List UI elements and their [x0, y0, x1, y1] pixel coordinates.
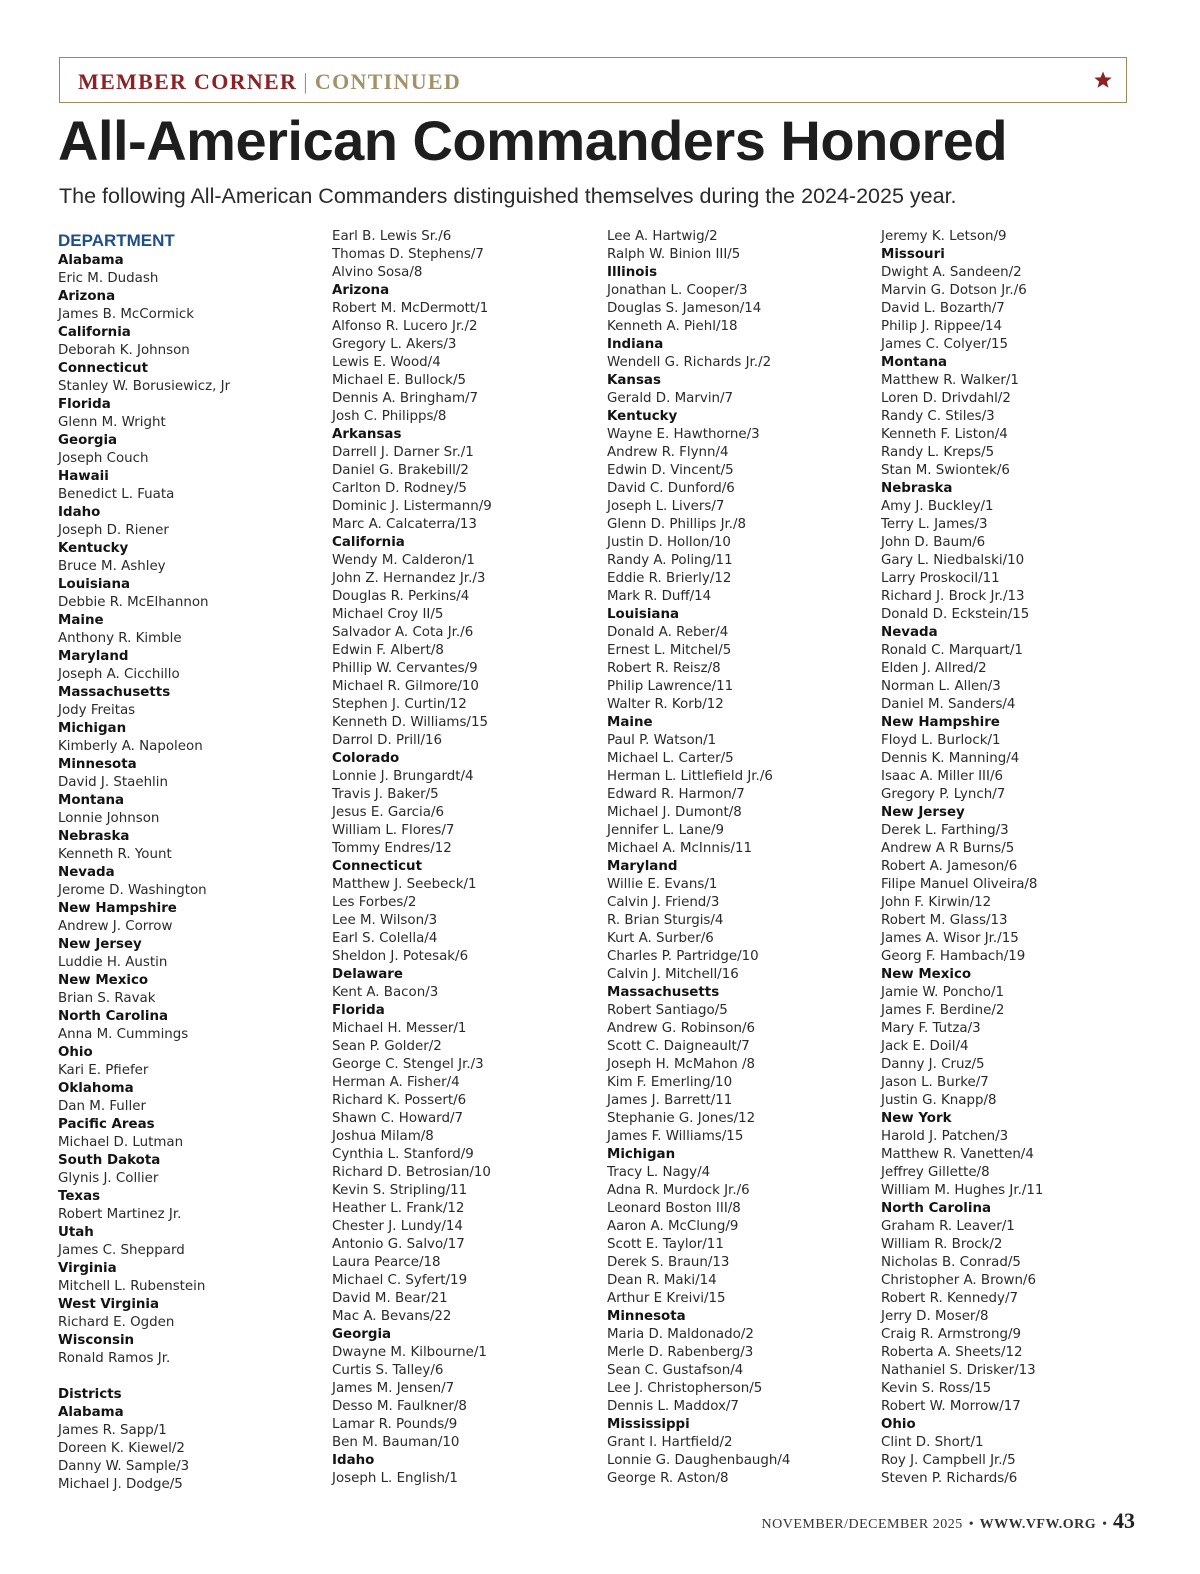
honoree-name: James C. Sheppard [58, 1243, 185, 1258]
honoree-name: Edward R. Harmon/7 [607, 787, 745, 802]
honoree-name: Ronald C. Marquart/1 [881, 643, 1023, 658]
honoree-name: Amy J. Buckley/1 [881, 499, 994, 514]
honoree-name: Kevin S. Stripling/11 [332, 1183, 468, 1198]
state-heading: Connecticut [58, 361, 148, 376]
honoree-name: Kenneth D. Williams/15 [332, 715, 488, 730]
state-heading: Arizona [58, 289, 116, 304]
honoree-name: Dwayne M. Kilbourne/1 [332, 1345, 487, 1360]
honoree-name: Heather L. Frank/12 [332, 1201, 465, 1216]
honoree-name: Charles P. Partridge/10 [607, 949, 759, 964]
honoree-name: Jennifer L. Lane/9 [607, 823, 724, 838]
honoree-name: Ernest L. Mitchel/5 [607, 643, 732, 658]
honoree-name: Michael A. McInnis/11 [607, 841, 753, 856]
honoree-name: Michael R. Gilmore/10 [332, 679, 479, 694]
honoree-name: Bruce M. Ashley [58, 559, 166, 574]
honoree-name: Matthew J. Seebeck/1 [332, 877, 477, 892]
honoree-name: Edwin D. Vincent/5 [607, 463, 734, 478]
honoree-name: Dwight A. Sandeen/2 [881, 265, 1022, 280]
state-heading: Georgia [332, 1327, 392, 1342]
honoree-name: Mary F. Tutza/3 [881, 1021, 981, 1036]
honoree-name: Darrell J. Darner Sr./1 [332, 445, 474, 460]
honoree-name: Sheldon J. Potesak/6 [332, 949, 469, 964]
honoree-name: Terry L. James/3 [881, 517, 988, 532]
state-heading: Michigan [607, 1147, 676, 1162]
honoree-name: Alfonso R. Lucero Jr./2 [332, 319, 478, 334]
state-heading: Pacific Areas [58, 1117, 155, 1132]
state-heading: Missouri [881, 247, 945, 262]
state-heading: Delaware [332, 967, 403, 982]
honoree-name: Robert A. Jameson/6 [881, 859, 1018, 874]
state-heading: Idaho [58, 505, 101, 520]
honoree-name: Dominic J. Listermann/9 [332, 499, 492, 514]
honoree-name: James B. McCormick [58, 307, 194, 322]
section-name: MEMBER CORNER [78, 69, 298, 94]
honoree-name: Dean R. Maki/14 [607, 1273, 717, 1288]
honoree-name: Kevin S. Ross/15 [881, 1381, 992, 1396]
honoree-name: Matthew R. Walker/1 [881, 373, 1019, 388]
honoree-name: Joseph L. Livers/7 [607, 499, 725, 514]
state-heading: Illinois [607, 265, 658, 280]
honoree-name: Carlton D. Rodney/5 [332, 481, 467, 496]
honoree-name: Stephanie G. Jones/12 [607, 1111, 756, 1126]
honoree-name: Richard K. Possert/6 [332, 1093, 467, 1108]
honoree-name: Jason L. Burke/7 [881, 1075, 989, 1090]
honoree-name: Herman A. Fisher/4 [332, 1075, 460, 1090]
state-heading: Louisiana [58, 577, 131, 592]
honoree-name: James M. Jensen/7 [332, 1381, 455, 1396]
state-heading: North Carolina [881, 1201, 992, 1216]
state-heading: Florida [58, 397, 111, 412]
honoree-name: James F. Williams/15 [607, 1129, 744, 1144]
honoree-name: Michael L. Carter/5 [607, 751, 734, 766]
honoree-name: James R. Sapp/1 [58, 1423, 167, 1438]
honoree-name: Kenneth A. Piehl/18 [607, 319, 738, 334]
honoree-name: Stanley W. Borusiewicz, Jr [58, 379, 231, 394]
honoree-name: Loren D. Drivdahl/2 [881, 391, 1011, 406]
honoree-name: Nathaniel S. Drisker/13 [881, 1363, 1036, 1378]
honoree-name: George R. Aston/8 [607, 1471, 729, 1486]
state-heading: Mississippi [607, 1417, 690, 1432]
state-heading: Massachusetts [607, 985, 720, 1000]
honoree-name: Derek S. Braun/13 [607, 1255, 730, 1270]
honoree-name: Randy C. Stiles/3 [881, 409, 995, 424]
honoree-name: Douglas S. Jameson/14 [607, 301, 762, 316]
continued-label: CONTINUED [314, 69, 462, 94]
honoree-name: Arthur E Kreivi/15 [607, 1291, 726, 1306]
honoree-name: Philip Lawrence/11 [607, 679, 734, 694]
state-heading: Connecticut [332, 859, 422, 874]
honoree-name: Michael Croy II/5 [332, 607, 444, 622]
honoree-name: Gary L. Niedbalski/10 [881, 553, 1025, 568]
honoree-name: Kim F. Emerling/10 [607, 1075, 733, 1090]
honoree-name: Randy L. Kreps/5 [881, 445, 995, 460]
state-heading: New Jersey [881, 805, 965, 820]
honoree-name: Kurt A. Surber/6 [607, 931, 714, 946]
footer-bullet: • [968, 1517, 974, 1532]
honoree-name: Joseph A. Cicchillo [58, 667, 180, 682]
honoree-name: Maria D. Maldonado/2 [607, 1327, 754, 1342]
honoree-name: Cynthia L. Stanford/9 [332, 1147, 474, 1162]
state-heading: Florida [332, 1003, 385, 1018]
honoree-name: Adna R. Murdock Jr./6 [607, 1183, 750, 1198]
honoree-name: Curtis S. Talley/6 [332, 1363, 444, 1378]
honoree-name: Jerome D. Washington [58, 883, 207, 898]
honoree-name: Tracy L. Nagy/4 [607, 1165, 711, 1180]
state-heading: West Virginia [58, 1297, 160, 1312]
honoree-name: Gregory P. Lynch/7 [881, 787, 1006, 802]
honoree-name: Robert Santiago/5 [607, 1003, 728, 1018]
honoree-name: Robert M. Glass/13 [881, 913, 1008, 928]
honoree-name: Lee M. Wilson/3 [332, 913, 438, 928]
honoree-name: Harold J. Patchen/3 [881, 1129, 1009, 1144]
state-heading: Virginia [58, 1261, 117, 1276]
honoree-name: Douglas R. Perkins/4 [332, 589, 470, 604]
state-heading: New Hampshire [58, 901, 177, 916]
honoree-name: Walter R. Korb/12 [607, 697, 724, 712]
honoree-name: Justin D. Hollon/10 [607, 535, 731, 550]
honoree-name: Mitchell L. Rubenstein [58, 1279, 206, 1294]
honoree-name: James A. Wisor Jr./15 [881, 931, 1019, 946]
honoree-name: Nicholas B. Conrad/5 [881, 1255, 1021, 1270]
honoree-name: William L. Flores/7 [332, 823, 455, 838]
honoree-name: R. Brian Sturgis/4 [607, 913, 724, 928]
honoree-name: Danny W. Sample/3 [58, 1459, 190, 1474]
honoree-name: John D. Baum/6 [881, 535, 986, 550]
honoree-name: Sean P. Golder/2 [332, 1039, 442, 1054]
honoree-name: Larry Proskocil/11 [881, 571, 1000, 586]
honoree-name: Calvin J. Friend/3 [607, 895, 720, 910]
state-heading: Nevada [58, 865, 115, 880]
honoree-name: Joseph D. Riener [58, 523, 169, 538]
honoree-name: David L. Bozarth/7 [881, 301, 1005, 316]
honoree-name: Joseph L. English/1 [332, 1471, 458, 1486]
honoree-name: Marc A. Calcaterra/13 [332, 517, 477, 532]
honoree-name: Daniel M. Sanders/4 [881, 697, 1016, 712]
honoree-name: Kenneth R. Yount [58, 847, 172, 862]
honoree-name: Lonnie Johnson [58, 811, 160, 826]
honoree-name: Laura Pearce/18 [332, 1255, 441, 1270]
honoree-column-1 [58, 230, 323, 1494]
honoree-name: Christopher A. Brown/6 [881, 1273, 1036, 1288]
honoree-name: Benedict L. Fuata [58, 487, 175, 502]
honoree-name: John F. Kirwin/12 [881, 895, 992, 910]
honoree-name: Phillip W. Cervantes/9 [332, 661, 478, 676]
honoree-name: Alvino Sosa/8 [332, 265, 423, 280]
honoree-name: Gerald D. Marvin/7 [607, 391, 734, 406]
honoree-name: David M. Bear/21 [332, 1291, 448, 1306]
state-heading: North Carolina [58, 1009, 169, 1024]
state-heading: Nebraska [58, 829, 130, 844]
honoree-name: Glenn M. Wright [58, 415, 166, 430]
honoree-name: Chester J. Lundy/14 [332, 1219, 463, 1234]
honoree-name: James F. Berdine/2 [881, 1003, 1005, 1018]
honoree-name: Dennis L. Maddox/7 [607, 1399, 739, 1414]
honoree-name: Robert R. Kennedy/7 [881, 1291, 1019, 1306]
honoree-name: Stephen J. Curtin/12 [332, 697, 467, 712]
honoree-name: James J. Barrett/11 [607, 1093, 733, 1108]
intro-text: The following All-American Commanders distinguished themselves during the 2024-2025 year. [59, 184, 957, 208]
honoree-name: Glenn D. Phillips Jr./8 [607, 517, 747, 532]
honoree-name: Leonard Boston III/8 [607, 1201, 741, 1216]
spacer [58, 1368, 323, 1386]
honoree-name: Michael E. Bullock/5 [332, 373, 466, 388]
state-heading: Maryland [607, 859, 678, 874]
honoree-name: Stan M. Swiontek/6 [881, 463, 1010, 478]
state-heading: California [58, 325, 131, 340]
honoree-name: Herman L. Littlefield Jr./6 [607, 769, 773, 784]
honoree-name: Lewis E. Wood/4 [332, 355, 441, 370]
honoree-name: Anna M. Cummings [58, 1027, 189, 1042]
state-heading: Maryland [58, 649, 129, 664]
honoree-name: Shawn C. Howard/7 [332, 1111, 463, 1126]
honoree-name: Thomas D. Stephens/7 [332, 247, 484, 262]
honoree-name: Andrew A R Burns/5 [881, 841, 1015, 856]
honoree-name: Jody Freitas [58, 703, 136, 718]
honoree-name: Michael D. Lutman [58, 1135, 184, 1150]
state-heading: Ohio [881, 1417, 916, 1432]
honoree-name: Jesus E. Garcia/6 [332, 805, 444, 820]
honoree-name: Randy A. Poling/11 [607, 553, 733, 568]
department-heading: DEPARTMENT [58, 231, 175, 250]
state-heading: Arkansas [332, 427, 402, 442]
honoree-name: Scott C. Daigneault/7 [607, 1039, 750, 1054]
state-heading: Massachusetts [58, 685, 171, 700]
honoree-name: Georg F. Hambach/19 [881, 949, 1026, 964]
honoree-name: Grant I. Hartfield/2 [607, 1435, 733, 1450]
honoree-name: Edwin F. Albert/8 [332, 643, 444, 658]
honoree-name: Danny J. Cruz/5 [881, 1057, 985, 1072]
honoree-name: Brian S. Ravak [58, 991, 156, 1006]
honoree-name: Scott E. Taylor/11 [607, 1237, 724, 1252]
honoree-name: Lonnie J. Brungardt/4 [332, 769, 474, 784]
honoree-name: Robert Martinez Jr. [58, 1207, 182, 1222]
honoree-name: Ben M. Bauman/10 [332, 1435, 460, 1450]
honoree-name: Ronald Ramos Jr. [58, 1351, 171, 1366]
honoree-name: James C. Colyer/15 [881, 337, 1009, 352]
state-heading: Minnesota [58, 757, 137, 772]
honoree-name: Les Forbes/2 [332, 895, 417, 910]
honoree-name: Robert R. Reisz/8 [607, 661, 721, 676]
honoree-name: Justin G. Knapp/8 [881, 1093, 997, 1108]
honoree-name: Merle D. Rabenberg/3 [607, 1345, 754, 1360]
honoree-name: Earl S. Colella/4 [332, 931, 438, 946]
honoree-name: Joshua Milam/8 [332, 1129, 434, 1144]
footer-bullet: • [1102, 1517, 1107, 1532]
honoree-name: Andrew G. Robinson/6 [607, 1021, 755, 1036]
honoree-name: Lee A. Hartwig/2 [607, 229, 718, 244]
honoree-name: Dan M. Fuller [58, 1099, 146, 1114]
state-heading: Georgia [58, 433, 118, 448]
honoree-name: William R. Brock/2 [881, 1237, 1003, 1252]
honoree-name: Jonathan L. Cooper/3 [607, 283, 748, 298]
state-heading: Maine [58, 613, 104, 628]
honoree-name: Michael J. Dodge/5 [58, 1477, 183, 1492]
honoree-name: Debbie R. McElhannon [58, 595, 209, 610]
honoree-name: Derek L. Farthing/3 [881, 823, 1009, 838]
honoree-name: Kari E. Pfiefer [58, 1063, 149, 1078]
honoree-name: Andrew J. Corrow [58, 919, 173, 934]
page-footer [762, 1508, 1135, 1534]
state-heading: South Dakota [58, 1153, 161, 1168]
honoree-name: Michael H. Messer/1 [332, 1021, 467, 1036]
state-heading: Nebraska [881, 481, 953, 496]
state-heading: New Mexico [881, 967, 972, 982]
honoree-name: Michael J. Dumont/8 [607, 805, 742, 820]
state-heading: Montana [58, 793, 125, 808]
state-heading: Maine [607, 715, 653, 730]
honoree-name: Jerry D. Moser/8 [881, 1309, 989, 1324]
state-heading: Texas [58, 1189, 101, 1204]
state-heading: Montana [881, 355, 948, 370]
section-label [78, 69, 461, 95]
honoree-name: Robert W. Morrow/17 [881, 1399, 1021, 1414]
honoree-name: Kent A. Bacon/3 [332, 985, 439, 1000]
honoree-name: Graham R. Leaver/1 [881, 1219, 1015, 1234]
honoree-name: John Z. Hernandez Jr./3 [332, 571, 486, 586]
honoree-name: Anthony R. Kimble [58, 631, 182, 646]
honoree-name: George C. Stengel Jr./3 [332, 1057, 484, 1072]
honoree-name: Roberta A. Sheets/12 [881, 1345, 1023, 1360]
honoree-name: Eric M. Dudash [58, 271, 159, 286]
state-heading: Colorado [332, 751, 400, 766]
honoree-name: Daniel G. Brakebill/2 [332, 463, 469, 478]
honoree-column-3 [607, 228, 872, 1488]
honoree-name: Ralph W. Binion III/5 [607, 247, 741, 262]
state-heading: New Jersey [58, 937, 142, 952]
honoree-name: Lee J. Christopherson/5 [607, 1381, 763, 1396]
honoree-name: Earl B. Lewis Sr./6 [332, 229, 452, 244]
honoree-name: Eddie R. Brierly/12 [607, 571, 732, 586]
honoree-name: Isaac A. Miller III/6 [881, 769, 1003, 784]
honoree-name: Floyd L. Burlock/1 [881, 733, 1001, 748]
honoree-name: Elden J. Allred/2 [881, 661, 987, 676]
honoree-name: Richard E. Ogden [58, 1315, 175, 1330]
honoree-name: Robert M. McDermott/1 [332, 301, 489, 316]
honoree-name: Antonio G. Salvo/17 [332, 1237, 465, 1252]
state-heading: California [332, 535, 405, 550]
state-heading: Hawaii [58, 469, 109, 484]
state-heading: Kansas [607, 373, 661, 388]
honoree-name: Wayne E. Hawthorne/3 [607, 427, 760, 442]
honoree-name: Donald A. Reber/4 [607, 625, 729, 640]
honoree-name: Sean C. Gustafson/4 [607, 1363, 744, 1378]
honoree-name: Richard J. Brock Jr./13 [881, 589, 1025, 604]
honoree-name: Darrol D. Prill/16 [332, 733, 443, 748]
honoree-name: Luddie H. Austin [58, 955, 168, 970]
honoree-name: Craig R. Armstrong/9 [881, 1327, 1021, 1342]
honoree-name: Michael C. Syfert/19 [332, 1273, 468, 1288]
honoree-name: David J. Staehlin [58, 775, 168, 790]
honoree-name: Norman L. Allen/3 [881, 679, 1001, 694]
honoree-name: Wendell G. Richards Jr./2 [607, 355, 772, 370]
state-heading: Alabama [58, 253, 124, 268]
honoree-name: Lonnie G. Daughenbaugh/4 [607, 1453, 791, 1468]
honoree-name: Jeffrey Gillette/8 [881, 1165, 990, 1180]
honoree-name: Dennis A. Bringham/7 [332, 391, 479, 406]
honoree-name: Kimberly A. Napoleon [58, 739, 203, 754]
honoree-name: Richard D. Betrosian/10 [332, 1165, 491, 1180]
honoree-name: Kenneth F. Liston/4 [881, 427, 1008, 442]
section-separator: | [303, 69, 309, 94]
state-heading: New Hampshire [881, 715, 1000, 730]
state-heading: Arizona [332, 283, 390, 298]
honoree-name: Jamie W. Poncho/1 [881, 985, 1004, 1000]
state-heading: Ohio [58, 1045, 93, 1060]
honoree-name: Filipe Manuel Oliveira/8 [881, 877, 1038, 892]
state-heading: Wisconsin [58, 1333, 135, 1348]
website-url: WWW.VFW.ORG [979, 1517, 1097, 1532]
state-heading: Idaho [332, 1453, 375, 1468]
state-heading: Districts [58, 1387, 122, 1402]
honoree-name: Joseph Couch [58, 451, 149, 466]
honoree-name: Calvin J. Mitchell/16 [607, 967, 739, 982]
honoree-name: David C. Dunford/6 [607, 481, 735, 496]
honoree-column-2 [332, 228, 597, 1488]
state-heading: Alabama [58, 1405, 124, 1420]
state-heading: New Mexico [58, 973, 149, 988]
honoree-name: Steven P. Richards/6 [881, 1471, 1018, 1486]
honoree-name: Marvin G. Dotson Jr./6 [881, 283, 1027, 298]
state-heading: Kentucky [607, 409, 678, 424]
issue-date: NOVEMBER/DECEMBER 2025 [761, 1517, 963, 1532]
state-heading: Utah [58, 1225, 94, 1240]
honoree-name: Matthew R. Vanetten/4 [881, 1147, 1034, 1162]
honoree-name: Lamar R. Pounds/9 [332, 1417, 458, 1432]
honoree-name: Deborah K. Johnson [58, 343, 190, 358]
honoree-name: Wendy M. Calderon/1 [332, 553, 475, 568]
honoree-name: Gregory L. Akers/3 [332, 337, 457, 352]
honoree-name: Glynis J. Collier [58, 1171, 159, 1186]
honoree-name: Jeremy K. Letson/9 [881, 229, 1007, 244]
honoree-name: Roy J. Campbell Jr./5 [881, 1453, 1016, 1468]
section-header-bar [59, 57, 1127, 103]
honoree-name: William M. Hughes Jr./11 [881, 1183, 1044, 1198]
honoree-name: Andrew R. Flynn/4 [607, 445, 729, 460]
state-heading: Oklahoma [58, 1081, 134, 1096]
state-heading: New York [881, 1111, 952, 1126]
honoree-name: Travis J. Baker/5 [332, 787, 439, 802]
honoree-name: Aaron A. McClung/9 [607, 1219, 739, 1234]
honoree-name: Josh C. Philipps/8 [332, 409, 447, 424]
honoree-name: Jack E. Doil/4 [881, 1039, 969, 1054]
star-icon [1093, 70, 1113, 90]
honoree-name: Donald D. Eckstein/15 [881, 607, 1030, 622]
state-heading: Minnesota [607, 1309, 686, 1324]
page-number: 43 [1113, 1508, 1135, 1533]
honoree-name: Paul P. Watson/1 [607, 733, 717, 748]
state-heading: Kentucky [58, 541, 129, 556]
honoree-name: Tommy Endres/12 [332, 841, 452, 856]
state-heading: Michigan [58, 721, 127, 736]
honoree-name: Dennis K. Manning/4 [881, 751, 1020, 766]
state-heading: Nevada [881, 625, 938, 640]
page-title: All-American Commanders Honored [58, 109, 1008, 172]
honoree-name: Desso M. Faulkner/8 [332, 1399, 467, 1414]
honoree-name: Doreen K. Kiewel/2 [58, 1441, 185, 1456]
honoree-name: Joseph H. McMahon /8 [607, 1057, 756, 1072]
state-heading: Louisiana [607, 607, 680, 622]
state-heading: Indiana [607, 337, 664, 352]
honoree-name: Salvador A. Cota Jr./6 [332, 625, 474, 640]
honoree-column-4 [881, 228, 1146, 1488]
honoree-name: Philip J. Rippee/14 [881, 319, 1002, 334]
honoree-name: Willie E. Evans/1 [607, 877, 718, 892]
honoree-name: Mac A. Bevans/22 [332, 1309, 452, 1324]
honoree-name: Mark R. Duff/14 [607, 589, 712, 604]
honoree-name: Clint D. Short/1 [881, 1435, 984, 1450]
